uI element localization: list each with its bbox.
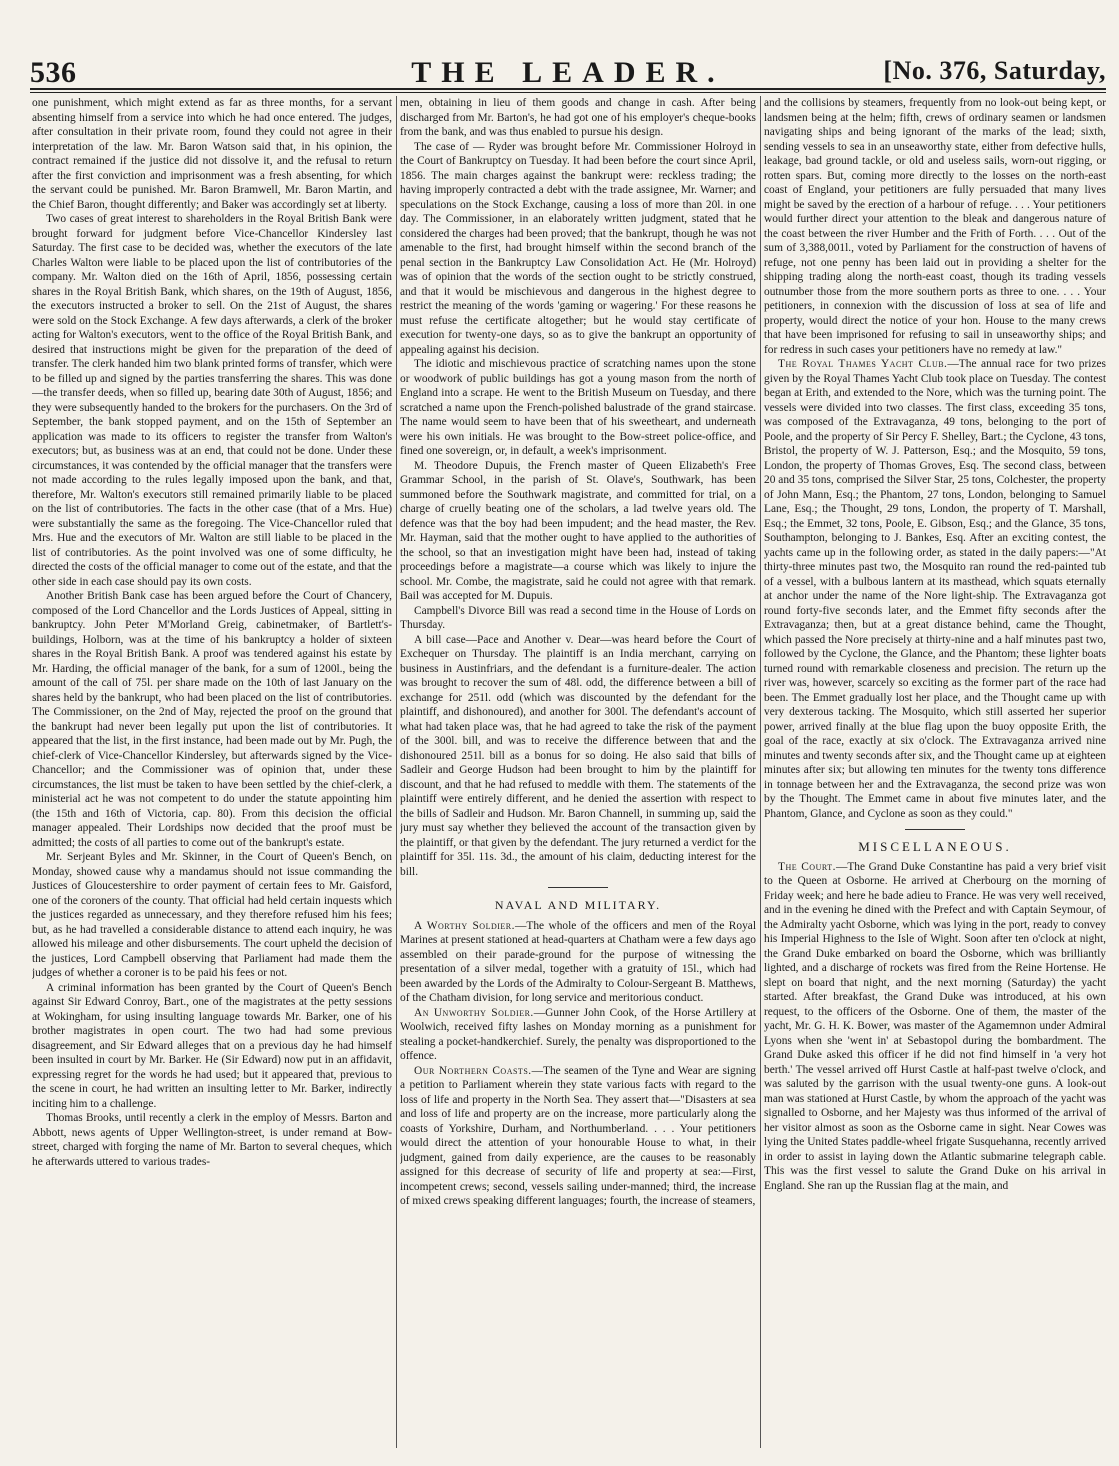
paragraph: A criminal information has been granted by the Court of Queen's Bench against Sir Edward Conroy, Bart., one of the magistrates at the petty sessions at Wokingham, for using insulting language towards Mr. Barker, one of his brother magistrates in open court. The two had had some previous disagreement, and Sir Edward alleges that on a previous day he had himself been insulted in court by Mr. Barker. He (Sir Edward) now put in an affidavit, expressing regret for the words he had used; but it appeared that, previous to the scene in court, he had written an insulting letter to Mr. Barker, indirectly inciting him to a challenge. bbox=[32, 981, 392, 1110]
column-2 bbox=[400, 96, 756, 1448]
paragraph: The case of — Ryder was brought before Mr. Commissioner Holroyd in the Court of Bankruptcy on Tuesday. It had been before the court since April, 1856. The main charges against the bankrupt were: reckless trading; the having improperly contracted a debt with the trade assignee, Mr. Warner; and speculations on the Stock Exchange, causing a loss of more than 20l. in one day. The Commissioner, in an elaborately written judgment, stated that he considered the charges had been proved; that the bankrupt, though he was not amenable to the first, had brought himself within the second branch of the penal section in the Bankruptcy Law Consolidation Act. He (Mr. Holroyd) was of opinion that the words of the section ought to be strictly construed, and that it would be mischievous and dangerous in the highest degree to restrict the meaning of the words 'gaming or wagering.' For these reasons he must refuse the certificate altogether; but he would stay certificate of execution for twenty-one days, so as to give the bankrupt an opportunity of appealing against his decision. bbox=[400, 140, 756, 356]
paragraph bbox=[400, 919, 756, 1006]
header-rule bbox=[30, 88, 1106, 90]
paragraph: The idiotic and mischievous practice of scratching names upon the stone or woodwork of public buildings has got a young mason from the north of England into a scrape. He went to the British Museum on Tuesday, and there scratched a name upon the French-polished balustrade of the grand staircase. The name would seem to have been that of his sweetheart, and underneath were his own initials. He was brought to the Bow-street police-office, and fined one sovereign, or, in default, a week's imprisonment. bbox=[400, 358, 756, 457]
paragraph: Another British Bank case has been argued before the Court of Chancery, composed of the Lord Chancellor and the Lords Justices of Appeal, sitting in bankruptcy. John Peter M'Morland Greig, cabinetmaker, of Bartlett's-buildings, Holborn, was at the time of his bankruptcy a holder of sixteen shares in the Royal British Bank. A proof was tendered against his estate by Mr. Harding, the official manager of the bank, for a sum of 1200l., being the amount of the call of 75l. per share made on the 10th of last January on the shares held by the bankrupt, who had been placed on the list of contributories. The Commissioner, on the 2nd of May, rejected the proof on the ground that the bankrupt had never been legally put upon the list of contributories. It appeared that the list, in the first instance, had been made out by Mr. Pugh, the chief-clerk of Vice-Chancellor Kindersley, but afterwards signed by the Vice-Chancellor; and the Commissioner was of opinion that, under these circumstances, the list must be taken to have been settled by the chief-clerk, a ministerial act he was not competent to do under the statute appointing him (the 15th and 16th of Victoria, cap. 80). From this decision the official manager appealed. Their Lordships now decided that the proof must be admitted; the costs of all parties to come out of the bankrupt's estate. bbox=[32, 590, 392, 849]
paragraph-lead: The Royal Thames Yacht Club. bbox=[778, 358, 948, 370]
column-divider bbox=[760, 96, 761, 1448]
paragraph: Thomas Brooks, until recently a clerk in the employ of Messrs. Barton and Abbott, news agents of Upper Wellington-street, is under remand at Bow-street, charged with forging the name of Mr. Barton to several cheques, which he afterwards uttered to various trades- bbox=[32, 1112, 392, 1168]
section-rule bbox=[548, 887, 608, 888]
paragraph-body: —The Grand Duke Constantine has paid a very brief visit to the Queen at Osborne. He arrived at Cherbourg on the morning of Friday week; and here he bade adieu to France. He was very well received, and in the evening he dined with the Prefect and with Captain Seymour, of the Admiralty yacht Osborne, which was lying in the port, ready to convey his Imperial Highness to the Isle of Wight. Soon after ten o'clock at night, the Grand Duke embarked on board the Osborne, which was brilliantly lighted, and a discharge of rockets was fired from the Reine Hortense. He slept on board that night, and the next morning (Saturday) the yacht started. After breakfast, the Grand Duke was introduced, at his own request, to the officers of the Osborne. One of them, the master of the yacht, Mr. G. H. K. Bower, was master of the Agamemnon under Admiral Lyons when she 'went in' at Sebastopol during the bombardment. The Grand Duke asked this officer if he did not find himself in 'a very hot berth.' The vessel arrived off Hurst Castle at half-past twelve o'clock, and was saluted by the garrison with the usual twenty-one guns. A look-out man was stationed at Hurst Castle, by whom the approach of the yacht was signalled to Osborne, and her Majesty was thus informed of the arrival of her visitor almost as soon as the Osborne came in sight. Near Cowes was lying the United States paddle-wheel frigate Susquehanna, recently arrived in order to assist in laying down the Atlantic submarine telegraph cable. This was the first vessel to salute the Grand Duke on his arrival in England. She ran up the Russian flag at the main, and bbox=[764, 860, 1106, 1192]
paragraph: Campbell's Divorce Bill was read a second time in the House of Lords on Thursday. bbox=[400, 604, 756, 631]
column-1 bbox=[32, 96, 392, 1448]
paragraph: M. Theodore Dupuis, the French master of Queen Elizabeth's Free Grammar School, in the parish of St. Olave's, Southwark, has been summoned before the Southwark magistrate, and committed for trial, on a charge of cruelly beating one of the scholars, a lad twelve years old. The defence was that the boy had been impudent; and the head master, the Rev. Mr. Hayman, said that the mother ought to have applied to the authorities of the school, so that an investigation might have been had, instead of taking proceedings before a magistrate—a course which was likely to injure the school. Mr. Combe, the magistrate, said he could not agree with that remark. Bail was accepted for M. Dupuis. bbox=[400, 459, 756, 602]
paragraph bbox=[764, 357, 1106, 821]
paragraph: one punishment, which might extend as far as three months, for a servant absenting himself from a service into which he had once entered. The judges, after consultation in their private room, found they could not agree in their interpretation of the law. Mr. Baron Watson said that, in his opinion, the contract remained if the justice did not dissolve it, and the refusal to return after the first conviction and imprisonment was a fresh absenting, for which the servant could be punished. Mr. Baron Bramwell, Mr. Baron Martin, and the Chief Baron, thought differently; and Baker was accordingly set at liberty. bbox=[32, 97, 392, 211]
paragraph-lead: Our Northern Coasts. bbox=[414, 1064, 532, 1077]
header-rule-thin bbox=[30, 92, 1106, 93]
paragraph-body: —Gunner John Cook, of the Horse Artillery at Woolwich, received fifty lashes on Monday morning as a punishment for stealing a pocket-handkerchief. Surely, the penalty was disproportioned to the offence. bbox=[400, 1006, 756, 1062]
paragraph-body: —The annual race for two prizes given by the Royal Thames Yacht Club took place on Tuesday. The contest began at Erith, and extended to the Nore, which was the turning point. The vessels were divided into two classes. The first class, exceeding 35 tons, was composed of the Extravaganza, 49 tons, belonging to the port of Poole, and the property of Sir Percy F. Shelley, Bart.; the Cyclone, 43 tons, Bristol, the property of W. J. Patterson, Esq.; and the Mosquito, 59 tons, London, the property of Thomas Groves, Esq. The second class, between 20 and 35 tons, comprised the Silver Star, 25 tons, Colchester, the property of John Mann, Esq.; the Phantom, 27 tons, London, belonging to Samuel Lane, Esq.; the Thought, 29 tons, London, the property of T. Marshall, Esq.; the Emmet, 32 tons, Poole, E. Gibson, Esq.; and the Glance, 35 tons, Southampton, belonging to J. Bankes, Esq. After an exciting contest, the yachts came up in the following order, as stated in the daily papers:—"At thirty-three minutes past two, the Mosquito ran round the red-painted tub of a vessel, with a bulbous lantern at its masthead, which squats eternally at anchor under the name of the Nore light-ship. The Extravaganza got round forty-five seconds later, and the Emmet fifty seconds after the Extravaganza; then, but at a great distance behind, came the Thought, which passed the Nore precisely at thirty-nine and a half minutes past two, followed by the Cyclone, the Glance, and the Phantom; these lighter boats turned round with remarkable closeness and precision. The return up the river was, however, scarcely so exciting as the former part of the race had been. The Emmet gradually lost her place, and the Thought came up with very dexterous tacking. The Mosquito, which still asserted her superior power, arrived finally at the blue flag upon the buoy opposite Erith, the goal of the race, exactly at six o'clock. The Extravaganza arrived nine minutes and twenty seconds after six, and the Thought came up at eighteen minutes after six; but allowing ten minutes for the twenty tons difference in tonnage between her and the Extravaganza, the second prize was won by the Thought. The Emmet came in about five minutes later, and the Phantom, Glance, and Cyclone as soon as they could." bbox=[764, 358, 1106, 820]
section-rule bbox=[905, 829, 965, 830]
issue-label: [No. 376, Saturday, bbox=[883, 56, 1106, 85]
paragraph bbox=[764, 860, 1106, 1194]
paragraph-body: —The whole of the officers and men of the Royal Marines at present stationed at head-quarters at Chatham were a few days ago assembled on their parade-ground for the purpose of witnessing the presentation of a silver medal, together with a gratuity of 15l., which had been awarded by the Lords of the Admiralty to Colour-Sergeant B. Matthews, of the Chatham division, for long service and meritorious conduct. bbox=[400, 919, 756, 1004]
paragraph-lead: A Worthy Soldier. bbox=[414, 919, 515, 932]
page-number: 536 bbox=[30, 56, 77, 89]
paragraph-lead: The Court. bbox=[778, 860, 836, 873]
page-header bbox=[30, 46, 1106, 89]
paragraph bbox=[400, 1006, 756, 1064]
paragraph: Mr. Serjeant Byles and Mr. Skinner, in the Court of Queen's Bench, on Monday, showed cause why a mandamus should not issue commanding the Justices of Gloucestershire to order payment of certain fees to Mr. Gaisford, one of the coroners of the county. That official had held certain inquests which the justices regarded as unnecessary, and they therefore refused him his fees; but, as he had travelled a considerable distance to attend each inquiry, he was allowed his mileage and other disbursements. The court upheld the decision of the justices, Lord Campbell observing that Parliament had made them the judges of whether a coroner is to be paid his fees or not. bbox=[32, 851, 392, 979]
section-heading-naval: NAVAL AND MILITARY. bbox=[494, 898, 662, 912]
paragraph bbox=[400, 1064, 756, 1209]
column-3 bbox=[764, 96, 1106, 1448]
masthead-title: THE LEADER. bbox=[411, 56, 725, 89]
paragraph: and the collisions by steamers, frequently from no look-out being kept, or landsmen being at the helm; fifth, crews of ordinary seamen or landsmen navigating ships and being ignorant of the marks of the lead; sixth, sending vessels to sea in an unseaworthy state, either from defective hulls, leakage, bad ground tackle, or old and useless sails, worn-out rigging, or rotten spars. But, coming more directly to the losses on the north-east coast of England, your petitioners are fully persuaded that many lives might be saved by the erection of a harbour of refuge. . . . Your petitioners would further direct your attention to the bleak and dangerous nature of the coast between the river Humber and the Frith of Forth. . . . Out of the sum of 3,388,001l., voted by Parliament for the construction of havens of refuge, not one penny has been laid out in providing a shelter for the shipping trading along the north-east coast, though its trading vessels outnumber those from the more southern ports as three to one. . . . Your petitioners, in connexion with the discussion of loss at sea of life and property, would direct the notice of your hon. House to the many crews that have been imprisoned for refusing to sail in unseaworthy ships; and for redress in such cases your petitioners have no remedy at law." bbox=[764, 97, 1106, 356]
paragraph-lead: An Unworthy Soldier. bbox=[414, 1006, 534, 1019]
paragraph: Two cases of great interest to shareholders in the Royal British Bank were brought forward for judgment before Vice-Chancellor Kindersley last Saturday. The first case to be decided was, whether the executors of the late Charles Walton were liable to be placed upon the list of contributories of the company. Mr. Walton died on the 16th of April, 1856, possessing certain shares in the Royal British Bank, which shares, on the 19th of August, 1856, the executors instructed a broker to sell. On the 21st of August, the shares were sold on the Stock Exchange. A few days afterwards, a clerk of the broker acting for Walton's executors, went to the office of the Royal British Bank, and desired that instructions might be given for the preparation of the deed of transfer. The clerk handed him two blank printed forms of transfer, which were to be filled up and signed by the parties transferring the shares. This was done—the transfer deeds, when so filled up, bearing date 30th of August, 1856; and they were subsequently handed to the brokers for the purchasers. On the 3rd of September, the bank stopped payment, and on the 15th of September an application was made to its officers to register the transfer from Walton's executors; but, as business was at an end, that could not be done. Under these circumstances, it was contended by the official manager that the transfers were not made according to the rules legally imposed upon the bank, and that, therefore, Mr. Walton's executors still remained primarily liable to be placed on the list of contributories. The facts in the other case (that of a Mrs. Hue) were substantially the same as the foregoing. The Vice-Chancellor ruled that Mrs. Hue and the executors of Mr. Walton are still liable to be placed in the list of contributories. As the point involved was one of some difficulty, he directed the costs of the official manager to come out of the estate, and that the other side in each case should pay its own costs. bbox=[32, 213, 392, 588]
paragraph: men, obtaining in lieu of them goods and change in cash. After being discharged from Mr. Barton's, he had got one of his employer's cheque-books from the bank, and was thus enabled to pursue his design. bbox=[400, 97, 756, 138]
paragraph: A bill case—Pace and Another v. Dear—was heard before the Court of Exchequer on Thursday. The plaintiff is an India merchant, carrying on business in Austinfriars, and the defendant is a furniture-dealer. The action was brought to recover the sum of 48l. odd, the difference between a bill of exchange for 251l. odd (which was discounted by the defendant for the plaintiff, and dishonoured), and another for 300l. The defendant's account of what had taken place was, that he had agreed to take the risk of the payment of the 300l. bill, and was to receive the difference between that and the dishonoured 251l. bill as a bonus for so doing. He also said that bills of Sadleir and George Hudson had been brought to him by the plaintiff for discount, and that he had refused to meddle with them. The statements of the plaintiff were entirely different, and he denied the assertion with respect to the bills of Sadleir and Hudson. Mr. Baron Channell, in summing up, said the jury must say whether they believed the account of the transaction given by the plaintiff, or that given by the defendant. The jury returned a verdict for the plaintiff for 35l. 11s. 3d., the amount of his claim, deducting interest for the bill. bbox=[400, 633, 756, 878]
paragraph-body: —The seamen of the Tyne and Wear are signing a petition to Parliament wherein they state various facts with regard to the loss of life and property in the North Sea. They assert that—"Disasters at sea and loss of life and property are on the increase, more particularly along the coasts of Yorkshire, Durham, and Northumberland. . . . Your petitioners would direct the attention of your honourable House to what, in their judgment, gained from daily experience, are the causes to be reasonably assigned for this decrease of security of life and property at sea:—First, incompetent crews; second, vessels sailing under-manned; third, the increase of mixed crews speaking different languages; fourth, the increase of steamers, bbox=[400, 1064, 756, 1207]
section-heading-miscellaneous: MISCELLANEOUS. bbox=[858, 839, 1012, 854]
column-divider bbox=[396, 96, 397, 1448]
